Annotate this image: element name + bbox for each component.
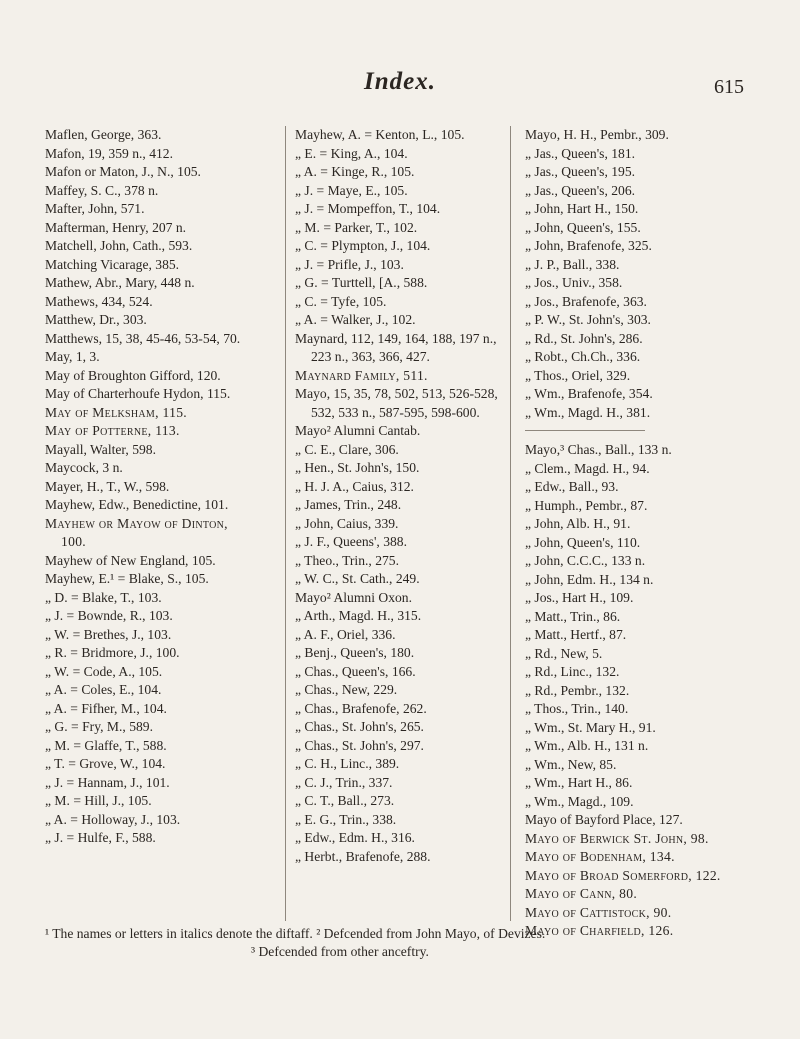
index-entry: Mayer, H., T., W., 598. [45, 478, 170, 494]
index-entry: „ W. C., St. Cath., 249. [295, 571, 420, 586]
index-entry: „ M. = Hill, J., 105. [45, 793, 152, 808]
index-entry: „ M. = Glaffe, T., 588. [45, 737, 167, 753]
index-entry: „ J. F., Queens', 388. [295, 534, 407, 549]
index-entry: Mafon, 19, 359 n., 412. [45, 145, 173, 161]
index-entry: Mayhew of New England, 105. [45, 552, 216, 568]
index-entry: „ Theo., Trin., 275. [295, 552, 399, 568]
index-entry: „ D. = Blake, T., 103. [45, 589, 162, 605]
index-entry: „ T. = Grove, W., 104. [45, 756, 166, 771]
index-entry: Mayo of Charfield, 126. [525, 923, 674, 938]
index-entry: „ John, Brafenofe, 325. [525, 238, 652, 253]
index-entry: „ J. = Prifle, J., 103. [295, 256, 404, 272]
index-entry: „ Hen., St. John's, 150. [295, 460, 420, 475]
index-entry: Mayo,³ Chas., Ball., 133 n. [525, 442, 672, 457]
index-entry: „ M. = Parker, T., 102. [295, 219, 418, 235]
index-entry: „ C. = Plympton, J., 104. [295, 238, 431, 253]
index-entry: Matthews, 15, 38, 45-46, 53-54, 70. [45, 330, 241, 346]
index-entry: „ John, Caius, 339. [295, 515, 399, 531]
index-entry: Mayo, H. H., Pembr., 309. [525, 127, 669, 142]
index-entry: Maffey, S. C., 378 n. [45, 182, 159, 198]
index-entry: „ P. W., St. John's, 303. [525, 312, 651, 327]
index-entry: „ Chas., Brafenofe, 262. [295, 700, 427, 716]
index-entry: May of Potterne, 113. [45, 423, 180, 438]
index-entry: May, 1, 3. [45, 349, 100, 364]
index-entry: Mayhew or Mayow of Dinton, 100. [45, 515, 228, 549]
index-entry: Maflen, George, 363. [45, 127, 162, 142]
index-entry: „ Robt., Ch.Ch., 336. [525, 349, 641, 364]
index-entry: „ John, Queen's, 110. [525, 534, 641, 550]
index-entry: „ James, Trin., 248. [295, 497, 402, 512]
index-entry: „ A. = Fifher, M., 104. [45, 700, 167, 716]
index-entry: Mayo of Broad Somerford, 122. [525, 867, 721, 883]
index-entry: „ A. = Holloway, J., 103. [45, 811, 181, 827]
index-entry: Matchell, John, Cath., 593. [45, 238, 193, 253]
index-entry: „ Benj., Queen's, 180. [295, 645, 415, 660]
index-entry: „ C. H., Linc., 389. [295, 756, 400, 771]
index-entry: Mayo² Alumni Cantab. [295, 423, 421, 438]
index-entry: „ Wm., Magd. H., 381. [525, 404, 651, 420]
index-entry: Mayall, Walter, 598. [45, 441, 156, 457]
index-entry: Mayhew, Edw., Benedictine, 101. [45, 497, 229, 512]
index-entry: „ Chas., St. John's, 297. [295, 737, 424, 753]
index-entry: „ J. = Bownde, R., 103. [45, 608, 173, 623]
index-entry: Mathew, Abr., Mary, 448 n. [45, 275, 195, 290]
page-header [0, 68, 800, 104]
index-entry: „ R. = Bridmore, J., 100. [45, 645, 180, 660]
index-entry: „ Humph., Pembr., 87. [525, 497, 648, 513]
index-entry: „ A. = Coles, E., 104. [45, 682, 162, 697]
index-entry: „ W. = Brethes, J., 103. [45, 626, 172, 642]
index-entry: „ J. = Maye, E., 105. [295, 182, 408, 198]
index-entry: „ Thos., Oriel, 329. [525, 367, 631, 383]
index-entry: „ Chas., Queen's, 166. [295, 663, 416, 679]
index-entry: „ Edw., Ball., 93. [525, 479, 619, 494]
index-entry: Mayhew, A. = Kenton, L., 105. [295, 127, 465, 142]
index-entry: Mayo of Cann, 80. [525, 886, 638, 901]
index-entry: „ Jos., Brafenofe, 363. [525, 293, 647, 309]
index-entry: „ E. = King, A., 104. [295, 145, 408, 161]
index-entry: „ Wm., Alb. H., 131 n. [525, 738, 649, 753]
index-entry: „ Herbt., Brafenofe, 288. [295, 848, 431, 864]
index-entry: „ Wm., Hart H., 86. [525, 775, 633, 790]
index-entry: „ G. = Turttell, [A., 588. [295, 275, 428, 290]
index-entry: Mayo of Cattistock, 90. [525, 904, 672, 920]
index-entry: „ C. = Tyfe, 105. [295, 293, 387, 309]
page-number: 615 [714, 76, 744, 98]
index-entry: Mayhew, E.¹ = Blake, S., 105. [45, 571, 209, 586]
index-entry: „ Chas., St. John's, 265. [295, 719, 424, 734]
footnote-line: ³ Defcended from other anceftry. [251, 944, 429, 959]
index-entry: Matthew, Dr., 303. [45, 312, 147, 327]
index-entry: „ Jas., Queen's, 181. [525, 145, 636, 161]
index-entry: „ John, C.C.C., 133 n. [525, 553, 646, 568]
index-entry: „ John, Alb. H., 91. [525, 516, 631, 531]
index-entry: „ J. = Hulfe, F., 588. [45, 830, 156, 845]
index-entry: „ H. J. A., Caius, 312. [295, 478, 414, 494]
index-entry: Mafter, John, 571. [45, 201, 145, 216]
index-entry: „ E. G., Trin., 338. [295, 811, 397, 827]
index-entry: „ A. F., Oriel, 336. [295, 626, 396, 642]
index-entry: Maynard Family, 511. [295, 367, 428, 383]
index-entry: „ Wm., Magd., 109. [525, 793, 634, 809]
index-entry: „ Wm., New, 85. [525, 756, 617, 772]
index-column-3 [525, 126, 761, 941]
index-entry: „ J. = Hannam, J., 101. [45, 774, 170, 790]
index-entry: Mathews, 434, 524. [45, 293, 153, 309]
index-entry: „ J. = Mompeffon, T., 104. [295, 201, 441, 216]
index-entry: „ A. = Walker, J., 102. [295, 312, 416, 327]
index-entry: „ Edw., Edm. H., 316. [295, 830, 415, 845]
index-entry: „ Clem., Magd. H., 94. [525, 460, 650, 476]
index-entry: Mafon or Maton, J., N., 105. [45, 164, 201, 179]
section-divider [525, 430, 645, 431]
index-entry: „ Rd., Pembr., 132. [525, 682, 630, 698]
index-entry: Maycock, 3 n. [45, 460, 123, 475]
index-entry: „ C. T., Ball., 273. [295, 793, 395, 808]
index-entry: „ Rd., Linc., 132. [525, 664, 620, 679]
footnotes [45, 925, 765, 961]
index-entry: Mayo of Bayford Place, 127. [525, 812, 683, 827]
index-entry: „ Arth., Magd. H., 315. [295, 608, 422, 623]
index-entry: Mayo of Bodenham, 134. [525, 849, 675, 864]
index-entry: „ W. = Code, A., 105. [45, 663, 163, 679]
index-entry: Mayo, 15, 35, 78, 502, 513, 526-528, 532, 533 n., 587-595, 598-600. [295, 386, 498, 420]
footnote-line: ¹ The names or letters in italics denote the diftaff. ² Defcended from John Mayo, of Devizes. [45, 926, 546, 941]
index-entry: „ John, Hart H., 150. [525, 201, 639, 216]
index-entry: May of Melksham, 115. [45, 404, 187, 420]
index-entry: „ G. = Fry, M., 589. [45, 719, 153, 734]
index-column-2 [295, 126, 510, 866]
index-entry: „ A. = Kinge, R., 105. [295, 164, 415, 179]
index-entry: „ Matt., Hertf., 87. [525, 627, 627, 642]
index-entry: „ John, Edm. H., 134 n. [525, 571, 654, 587]
index-entry: Mayo² Alumni Oxon. [295, 589, 412, 605]
column-rule [285, 126, 286, 921]
index-entry: „ Jas., Queen's, 195. [525, 164, 636, 179]
index-entry: Maynard, 112, 149, 164, 188, 197 n., 223 n., 363, 366, 427. [295, 330, 497, 364]
index-entry: „ Jos., Univ., 358. [525, 275, 623, 290]
index-entry: „ Rd., New, 5. [525, 645, 603, 661]
index-entry: „ Rd., St. John's, 286. [525, 330, 643, 346]
index-entry: May of Broughton Gifford, 120. [45, 367, 221, 383]
index-entry: „ John, Queen's, 155. [525, 219, 641, 235]
index-entry: „ Jas., Queen's, 206. [525, 182, 636, 198]
index-entry: „ J. P., Ball., 338. [525, 256, 620, 272]
index-entry: Matching Vicarage, 385. [45, 256, 180, 272]
index-entry: „ Chas., New, 229. [295, 682, 398, 697]
index-entry: Mayo of Berwick St. John, 98. [525, 830, 709, 846]
column-rule [510, 126, 511, 921]
index-entry: „ Thos., Trin., 140. [525, 701, 629, 716]
index-entry: May of Charterhoufe Hydon, 115. [45, 386, 231, 401]
index-entry: „ Wm., St. Mary H., 91. [525, 719, 656, 735]
index-entry: „ Wm., Brafenofe, 354. [525, 386, 653, 401]
index-column-1 [45, 126, 255, 848]
index-entry: „ C. E., Clare, 306. [295, 441, 399, 457]
index-entry: „ C. J., Trin., 337. [295, 774, 393, 790]
page-title: Index. [364, 68, 436, 95]
index-entry: „ Matt., Trin., 86. [525, 608, 621, 624]
index-entry: Mafterman, Henry, 207 n. [45, 219, 187, 235]
index-entry: „ Jos., Hart H., 109. [525, 590, 634, 605]
